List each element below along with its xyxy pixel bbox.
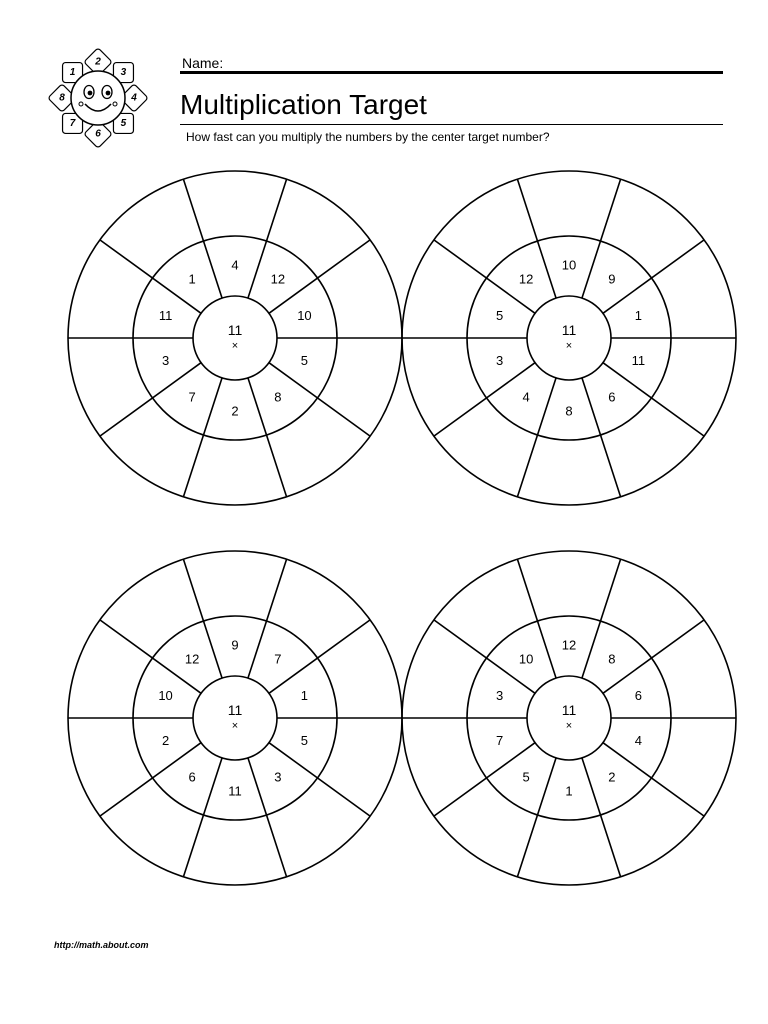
multiply-operator: × (231, 340, 239, 352)
petal-number: 7 (69, 117, 76, 129)
page-title: Multiplication Target (180, 89, 427, 120)
target-number: 11 (561, 322, 577, 338)
answer-cell[interactable] (87, 360, 127, 400)
multiplicand-number: 10 (158, 687, 173, 703)
multiplicand-number: 7 (274, 651, 282, 667)
multiplicand-number: 5 (300, 733, 309, 749)
multiplicand-number: 3 (161, 353, 170, 369)
multiplicand-number: 9 (231, 637, 239, 653)
multiplicand-number: 12 (561, 637, 577, 653)
instructions: How fast can you multiply the numbers by the center target number? (186, 130, 550, 144)
petal-number: 5 (120, 117, 127, 129)
multiplicand-number: 8 (608, 651, 616, 667)
multiplicand-number: 4 (634, 733, 643, 749)
answer-cell[interactable] (294, 589, 334, 629)
answer-cell[interactable] (294, 807, 334, 847)
multiplicand-number: 3 (495, 687, 504, 703)
answer-cell[interactable] (136, 209, 176, 249)
multiplicand-number: 2 (608, 769, 616, 785)
multiplicand-number: 1 (565, 783, 573, 799)
answer-cell[interactable] (136, 807, 176, 847)
answer-cell[interactable] (87, 656, 127, 696)
multiply-operator: × (565, 340, 573, 352)
answer-cell[interactable] (677, 276, 717, 316)
multiplicand-number: 7 (495, 733, 504, 749)
answer-cell[interactable] (87, 740, 127, 780)
answer-cell[interactable] (215, 453, 255, 493)
answer-cell[interactable] (136, 427, 176, 467)
answer-cell[interactable] (677, 656, 717, 696)
multiplicand-number: 11 (158, 307, 173, 323)
center-circle (193, 676, 277, 760)
multiplicand-number: 1 (300, 687, 309, 703)
multiplicand-number: 11 (228, 783, 242, 799)
petal-number: 4 (131, 92, 137, 104)
target-wheel (68, 171, 402, 505)
multiplicand-number: 3 (274, 769, 282, 785)
answer-cell[interactable] (549, 833, 589, 873)
answer-cell[interactable] (549, 564, 589, 604)
multiplicand-number: 4 (231, 257, 239, 273)
answer-cell[interactable] (343, 276, 383, 316)
center-circle (527, 676, 611, 760)
multiplicand-number: 10 (561, 257, 577, 273)
multiplicand-number: 5 (300, 353, 309, 369)
answer-cell[interactable] (677, 740, 717, 780)
answer-cell[interactable] (470, 807, 510, 847)
multiply-operator: × (565, 720, 573, 732)
answer-cell[interactable] (421, 360, 461, 400)
multiplicand-number: 8 (274, 389, 282, 405)
multiplicand-number: 12 (270, 271, 286, 287)
target-wheel (68, 551, 402, 885)
target-wheel (402, 171, 736, 505)
multiplicand-number: 5 (495, 307, 504, 323)
multiplicand-number: 12 (184, 651, 200, 667)
answer-cell[interactable] (421, 276, 461, 316)
answer-cell[interactable] (343, 656, 383, 696)
target-number: 11 (227, 322, 243, 338)
answer-cell[interactable] (87, 276, 127, 316)
answer-cell[interactable] (549, 453, 589, 493)
footer-url: http://math.about.com (54, 940, 149, 950)
target-number: 11 (227, 702, 243, 718)
multiply-operator: × (231, 720, 239, 732)
multiplicand-number: 2 (231, 403, 239, 419)
multiplicand-number: 10 (518, 651, 534, 667)
answer-cell[interactable] (421, 656, 461, 696)
multiplicand-number: 6 (608, 389, 616, 405)
multiplicand-number: 4 (522, 389, 530, 405)
target-number: 11 (561, 702, 577, 718)
name-label: Name: (182, 55, 224, 71)
multiplicand-number: 10 (297, 307, 312, 323)
answer-cell[interactable] (215, 184, 255, 224)
answer-cell[interactable] (215, 833, 255, 873)
answer-cell[interactable] (628, 807, 668, 847)
answer-cell[interactable] (294, 427, 334, 467)
multiplicand-number: 1 (634, 307, 643, 323)
answer-cell[interactable] (136, 589, 176, 629)
answer-cell[interactable] (549, 184, 589, 224)
center-circle (527, 296, 611, 380)
answer-cell[interactable] (470, 209, 510, 249)
multiplicand-number: 9 (608, 271, 616, 287)
target-wheel (402, 551, 736, 885)
multiplicand-number: 1 (188, 271, 196, 287)
petal-number: 6 (95, 128, 101, 140)
answer-cell[interactable] (470, 427, 510, 467)
answer-cell[interactable] (421, 740, 461, 780)
center-circle (193, 296, 277, 380)
petal-number: 1 (69, 67, 76, 79)
answer-cell[interactable] (294, 209, 334, 249)
multiplicand-number: 3 (495, 353, 504, 369)
answer-cell[interactable] (470, 589, 510, 629)
answer-cell[interactable] (628, 427, 668, 467)
petal-number: 3 (120, 67, 127, 79)
multiplicand-number: 8 (565, 403, 573, 419)
multiplicand-number: 6 (188, 769, 196, 785)
multiplicand-number: 2 (161, 733, 170, 749)
multiplicand-number: 11 (631, 353, 646, 369)
answer-cell[interactable] (215, 564, 255, 604)
multiplicand-number: 12 (518, 271, 534, 287)
answer-cell[interactable] (343, 740, 383, 780)
multiplicand-number: 7 (188, 389, 196, 405)
answer-cell[interactable] (677, 360, 717, 400)
answer-cell[interactable] (628, 209, 668, 249)
multiplicand-number: 6 (634, 687, 643, 703)
answer-cell[interactable] (343, 360, 383, 400)
answer-cell[interactable] (628, 589, 668, 629)
multiplicand-number: 5 (522, 769, 530, 785)
petal-number: 8 (59, 92, 65, 104)
petal-number: 2 (95, 56, 101, 68)
